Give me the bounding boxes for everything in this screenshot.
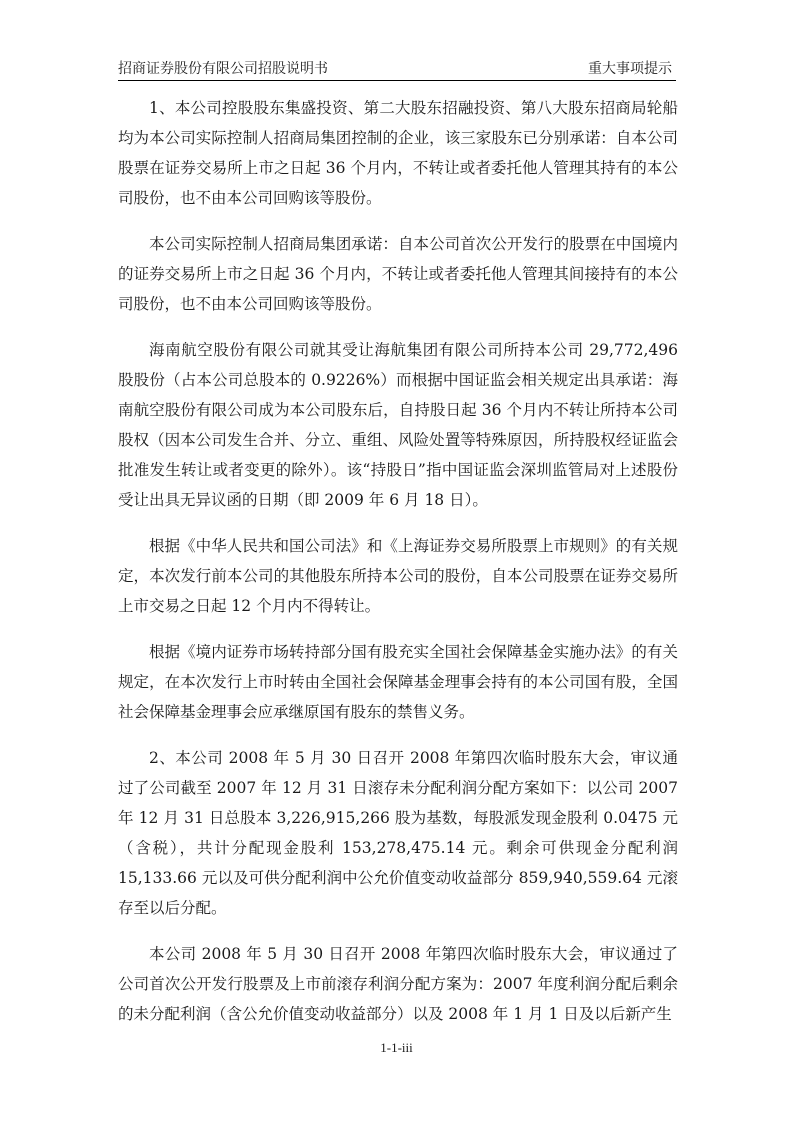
document-body bbox=[118, 93, 678, 1045]
paragraph-3: 海南航空股份有限公司就其受让海航集团有限公司所持本公司 29,772,496 股股份（占本公司总股本的 0.9226%）而根据中国证监会相关规定出具承诺：海南航空股份有限公司成为本公司股东后，自持股日起 36 个月内不转让所持本公司股权（因本公司发生合并、分立、重组、风险处置等特殊原因，所持股权经证监会批准发生转让或者变更的除外）。该“持股日”指中国证监会深圳监管局对上述股份受让出具无异议函的日期（即 2009 年 6 月 18 日）。 bbox=[118, 341, 678, 509]
paragraph-2: 本公司实际控制人招商局集团承诺：自本公司首次公开发行的股票在中国境内的证券交易所上市之日起 36 个月内，不转让或者委托他人管理其间接持有的本公司股份，也不由本公司回购该等股份。 bbox=[118, 235, 678, 313]
paragraph-4: 根据《中华人民共和国公司法》和《上海证券交易所股票上市规则》的有关规定，本次发行前本公司的其他股东所持本公司的股份，自本公司股票在证券交易所上市交易之日起 12 个月内不得转让。 bbox=[118, 537, 678, 615]
page-number: 1-1-iii bbox=[380, 1040, 413, 1055]
paragraph-5: 根据《境内证券市场转持部分国有股充实全国社会保障基金实施办法》的有关规定，在本次发行上市时转由全国社会保障基金理事会持有的本公司国有股，全国社会保障基金理事会应承继原国有股东的禁售义务。 bbox=[118, 643, 678, 721]
paragraph-6: 2、本公司 2008 年 5 月 30 日召开 2008 年第四次临时股东大会，审议通过了公司截至 2007 年 12 月 31 日滚存未分配利润分配方案如下：以公司 2007 年 12 月 31 日总股本 3,226,915,266 股为基数，每股派发现金股利 0.0475 元（含税），共计分配现金股利 153,278,475.14 元。剩余可供现金分配利润 15,133.66 元以及可供分配利润中公允价值变动收益部分 859,940,559.64 元滚存至以后分配。 bbox=[118, 749, 678, 917]
paragraph-7: 本公司 2008 年 5 月 30 日召开 2008 年第四次临时股东大会，审议通过了公司首次公开发行股票及上市前滚存利润分配方案为：2007 年度利润分配后剩余的未分配利润（含公允价值变动收益部分）以及 2008 年 1 月 1 日及以后新产生 bbox=[118, 945, 678, 1023]
paragraph-1: 1、本公司控股股东集盛投资、第二大股东招融投资、第八大股东招商局轮船均为本公司实际控制人招商局集团控制的企业，该三家股东已分别承诺：自本公司股票在证券交易所上市之日起 36 个月内，不转让或者委托他人管理其持有的本公司股份，也不由本公司回购该等股份。 bbox=[118, 99, 678, 207]
document-title: 招商证券股份有限公司招股说明书 bbox=[118, 61, 328, 77]
page-header bbox=[118, 54, 676, 81]
section-title: 重大事项提示 bbox=[588, 61, 672, 77]
